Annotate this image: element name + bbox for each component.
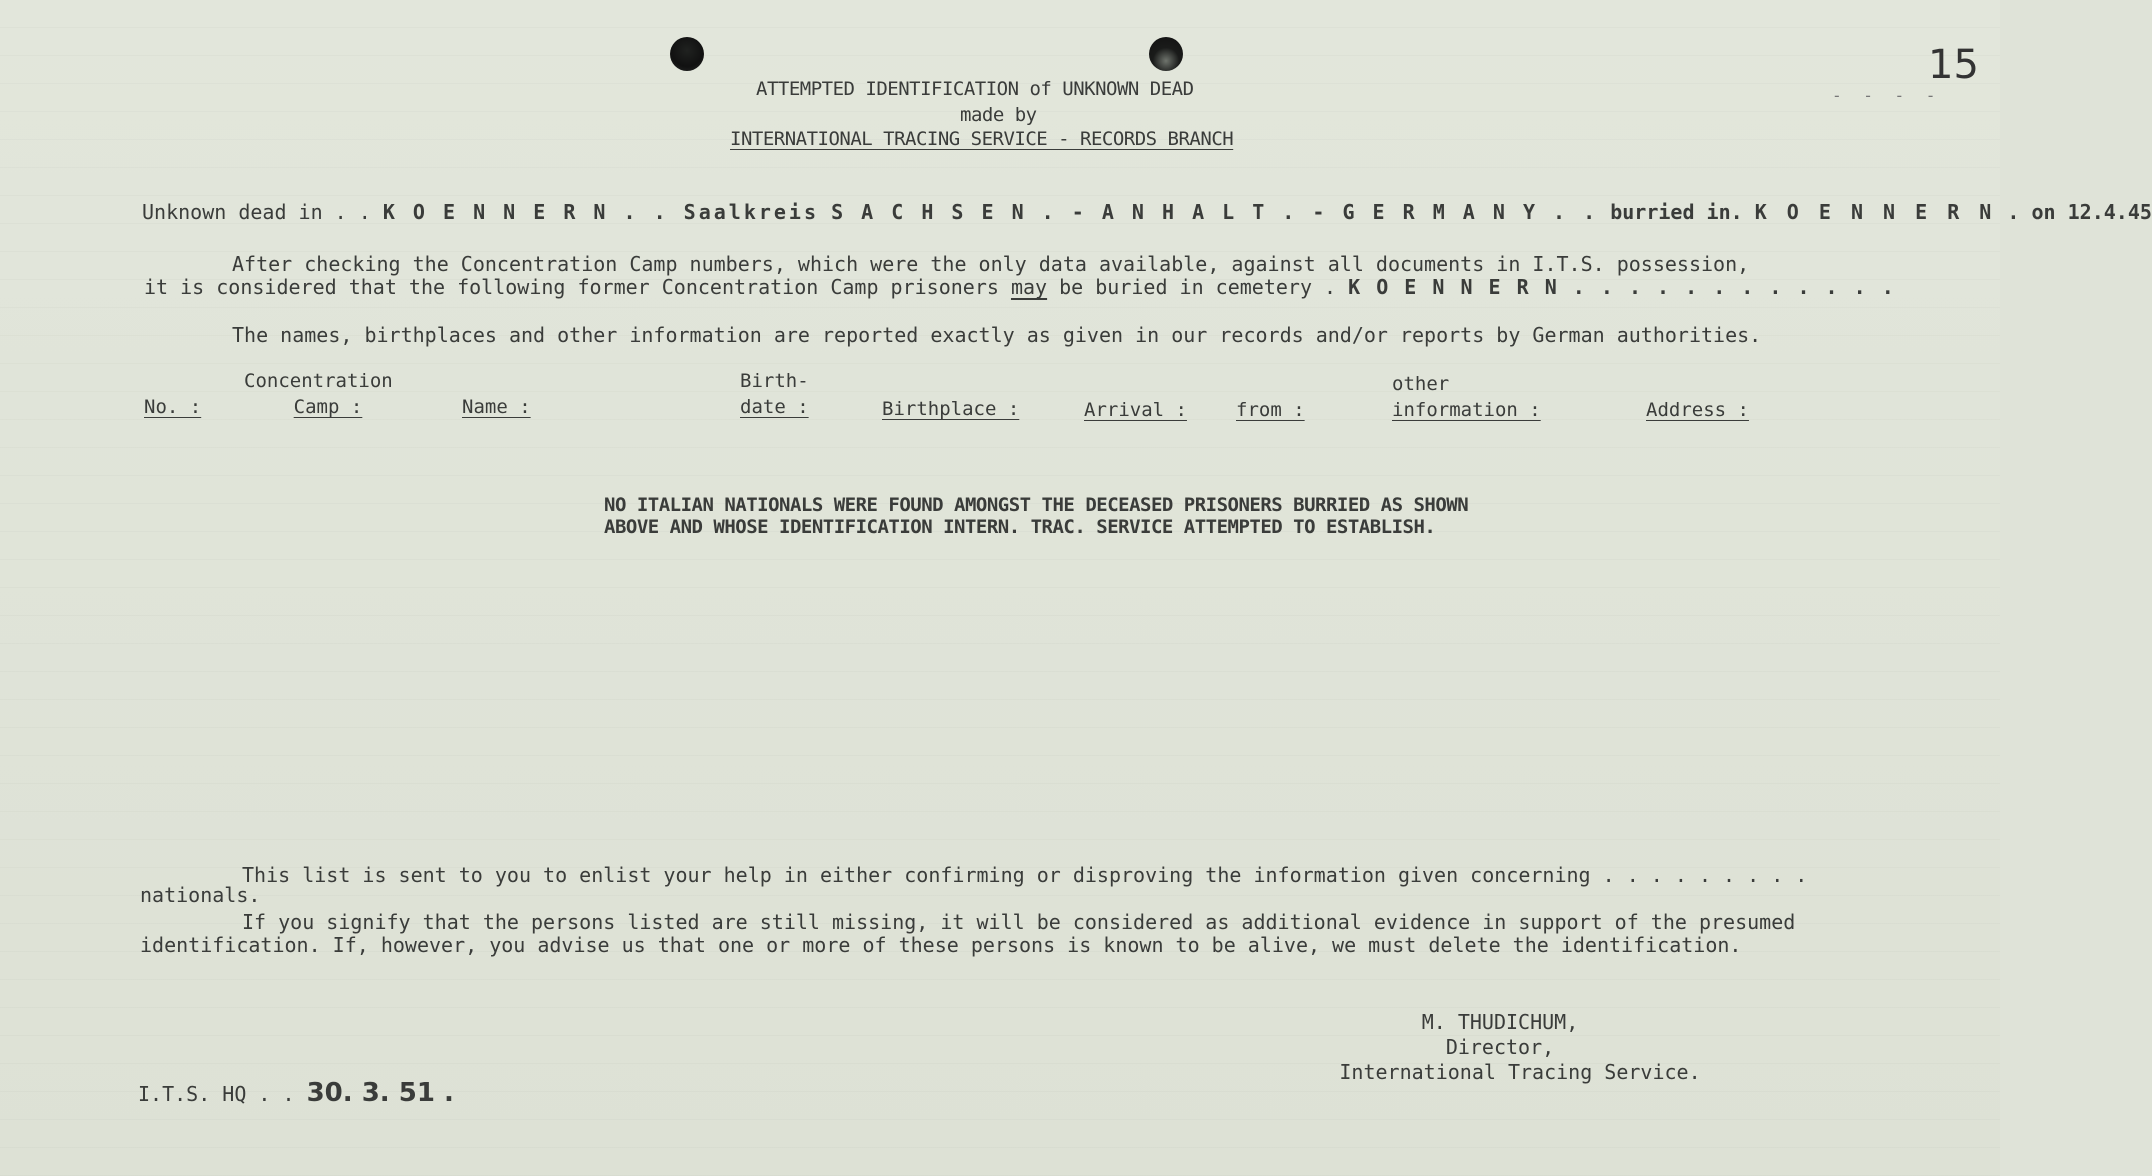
- header-address: Address :: [1646, 399, 1749, 421]
- header-made-by: made by: [960, 104, 1037, 126]
- header-birth-top: Birth-: [740, 370, 809, 392]
- notice-line-2: ABOVE AND WHOSE IDENTIFICATION INTERN. TRAC. SERVICE ATTEMPTED TO ESTABLISH.: [604, 516, 1436, 538]
- closing-line-4: identification. If, however, you advise us that one or more of these persons is known to be alive, we must delete the identification.: [140, 933, 1742, 957]
- unknown-dead-line: [142, 200, 2152, 224]
- margin-dashes: - - - -: [1832, 86, 1942, 105]
- header-organization: INTERNATIONAL TRACING SERVICE - RECORDS BRANCH: [730, 128, 1234, 150]
- footer: [138, 1078, 454, 1108]
- signature-organization: International Tracing Service.: [1339, 1060, 1701, 1084]
- header-from: from :: [1236, 399, 1305, 421]
- header-camp-top: Concentration: [244, 370, 393, 392]
- header-title: ATTEMPTED IDENTIFICATION of UNKNOWN DEAD: [756, 78, 1194, 100]
- date-label: . on: [2007, 200, 2056, 224]
- punch-hole-left: [670, 37, 704, 71]
- unknown-dead-prefix: Unknown dead in . .: [142, 200, 371, 224]
- header-birthdate: date :: [740, 396, 809, 418]
- header-name: Name :: [462, 396, 531, 418]
- unknown-dead-region: S A C H S E N . - A N H A L T . - G E R M A N Y . .: [831, 200, 1599, 224]
- footer-label: I.T.S. HQ . .: [138, 1082, 295, 1106]
- header-camp: Camp :: [293, 396, 363, 418]
- header-arrival: Arrival :: [1084, 399, 1187, 421]
- cemetery-name: K O E N N E R N . . . . . . . . . . . .: [1348, 275, 1896, 299]
- closing-line-1: This list is sent to you to enlist your help in either confirming or disproving the information given concerning . . . . . . . . .: [242, 863, 1808, 887]
- buried-place: K O E N N E R N: [1754, 200, 1996, 224]
- header-no: No. :: [144, 396, 202, 418]
- closing-line-2: nationals.: [140, 883, 261, 907]
- punch-hole-right: [1149, 37, 1183, 71]
- unknown-dead-place: K O E N N E R N . . Saalkreis: [382, 200, 820, 224]
- paragraph-1-line-2-a: it is considered that the following former Concentration Camp prisoners: [144, 275, 999, 299]
- paragraph-1-line-2: [144, 275, 1896, 299]
- signature-name: M. THUDICHUM,: [1421, 1010, 1579, 1034]
- notice-line-1: NO ITALIAN NATIONALS WERE FOUND AMONGST THE DECEASED PRISONERS BURRIED AS SHOWN: [604, 494, 1469, 516]
- page-number: 15: [1928, 42, 1979, 88]
- burial-date: 12.4.45: [2067, 200, 2152, 224]
- paragraph-1-line-1: After checking the Concentration Camp numbers, which were the only data available, against all documents in I.T.S. possession,: [232, 252, 1750, 276]
- closing-line-3: If you signify that the persons listed are still missing, it will be considered as additional evidence in support of the presumed: [242, 910, 1796, 934]
- footer-date: 30. 3. 51 .: [306, 1078, 454, 1108]
- header-birthplace: Birthplace :: [882, 398, 1020, 420]
- header-other-information: information :: [1392, 399, 1541, 421]
- paragraph-1-line-2-b: be buried in cemetery .: [1059, 275, 1337, 299]
- buried-label: burried in.: [1610, 200, 1743, 224]
- paragraph-2: The names, birthplaces and other information are reported exactly as given in our records and/or reports by German authorities.: [232, 323, 1762, 347]
- paragraph-1-may: may: [1010, 275, 1048, 299]
- header-other-top: other: [1392, 373, 1450, 395]
- signature-title: Director,: [1445, 1035, 1555, 1059]
